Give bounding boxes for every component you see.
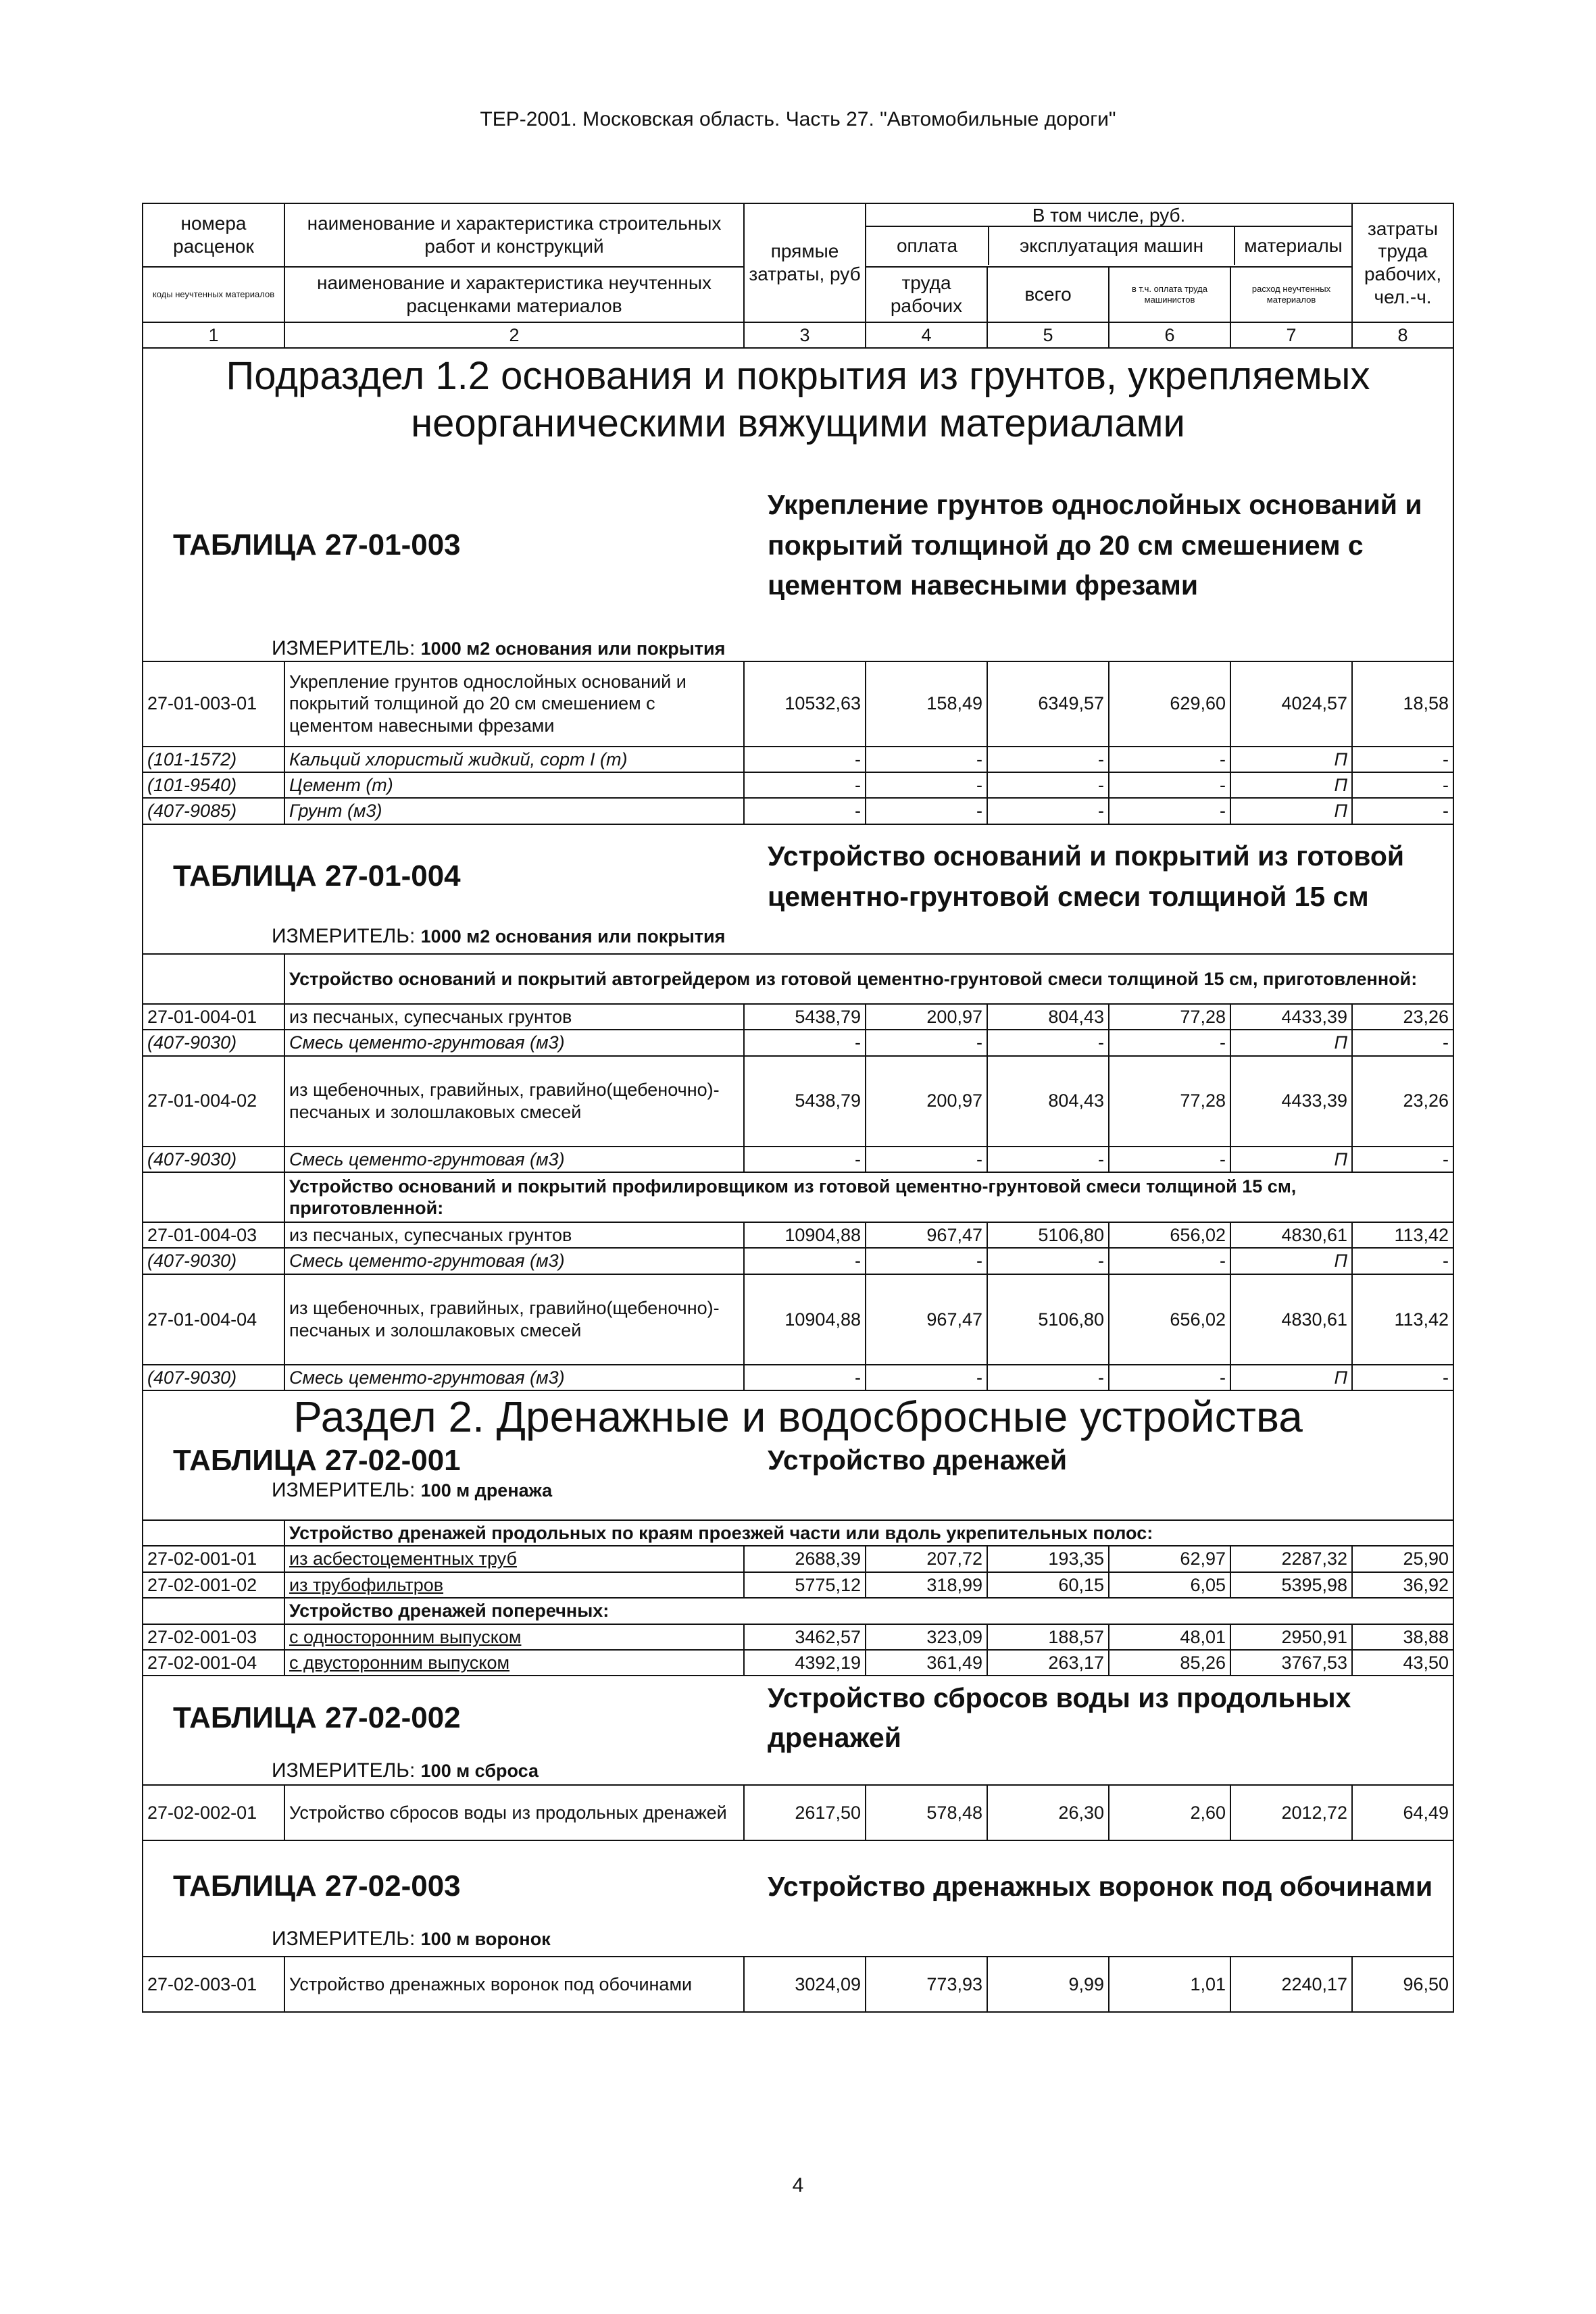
subheading-row: [143, 1172, 1453, 1222]
material-name: Смесь цементо-грунтовая (м3): [284, 1030, 744, 1055]
machines-cell: -: [987, 1147, 1109, 1172]
materials-cell: 4433,39: [1230, 1004, 1352, 1030]
machines-cell: 60,15: [987, 1572, 1109, 1598]
subsection-title: Подраздел 1.2 основания и покрытия из грунтов, укрепляемых неорганическими вяжущими материалами: [226, 354, 1370, 445]
direct-cost-cell: 10904,88: [744, 1274, 866, 1365]
materials-cell: 3767,53: [1230, 1650, 1352, 1676]
direct-cost-cell: 5775,12: [744, 1572, 866, 1598]
row-name: из щебеночных, гравийных, гравийно(щебеночно)- песчаных и золошлаковых смесей: [284, 1274, 744, 1365]
price-table: [142, 203, 1454, 2013]
machinist-wage-cell: 62,97: [1109, 1546, 1230, 1571]
materials-cell: 4830,61: [1230, 1274, 1352, 1365]
page-header: ТЕР-2001. Московская область. Часть 27. "Автомобильные дороги": [480, 108, 1116, 130]
labor-cell: 18,58: [1352, 661, 1453, 747]
table-heading-row: [143, 1840, 1453, 1957]
machines-cell: 804,43: [987, 1056, 1109, 1147]
row-code: 27-02-003-01: [143, 1957, 284, 2012]
wage-cell: -: [866, 1147, 987, 1172]
material-row: [143, 1365, 1453, 1390]
meter-value: 100 м воронок: [420, 1929, 551, 1950]
col-material-usage-header: расход неучтенных материалов: [1230, 267, 1352, 322]
wage-cell: 361,49: [866, 1650, 987, 1676]
wage-cell: 773,93: [866, 1957, 987, 2012]
header-row-1: [143, 203, 1453, 267]
col-machinist-wage-header: в т.ч. оплата труда машинистов: [1109, 267, 1230, 322]
col-number: 3: [744, 322, 866, 348]
machinist-wage-cell: 48,01: [1109, 1624, 1230, 1650]
machinist-wage-cell: -: [1109, 1030, 1230, 1055]
row-name: из трубофильтров: [284, 1572, 744, 1598]
wage-cell: -: [866, 1248, 987, 1274]
direct-cost-cell: -: [744, 1248, 866, 1274]
col-group-header: [866, 203, 1352, 267]
row-code: 27-01-004-04: [143, 1274, 284, 1365]
table-code: ТАБЛИЦА 27-01-004: [173, 859, 461, 893]
col-number: 7: [1230, 322, 1352, 348]
material-code: (407-9030): [143, 1365, 284, 1390]
direct-cost-cell: -: [744, 1030, 866, 1055]
machines-cell: 263,17: [987, 1650, 1109, 1676]
materials-cell: 2287,32: [1230, 1546, 1352, 1571]
meter-label: ИЗМЕРИТЕЛЬ:: [272, 1759, 416, 1782]
section-title: Раздел 2. Дренажные и водосбросные устройства: [293, 1392, 1303, 1442]
direct-cost-cell: 5438,79: [744, 1056, 866, 1147]
machines-cell: 193,35: [987, 1546, 1109, 1571]
row-name: с двусторонним выпуском: [284, 1650, 744, 1676]
meter-label: ИЗМЕРИТЕЛЬ:: [272, 636, 416, 659]
materials-cell: П: [1230, 772, 1352, 798]
col-number: 2: [284, 322, 744, 348]
col-number: 6: [1109, 322, 1230, 348]
material-code: (407-9030): [143, 1248, 284, 1274]
col-machines-label: эксплуатация машин: [989, 227, 1235, 265]
subheading: Устройство оснований и покрытий автогрейдером из готовой цементно-грунтовой смеси толщиной 15 см, приготовленной:: [284, 954, 1453, 1004]
table-row: [143, 1056, 1453, 1147]
material-name: Смесь цементо-грунтовая (м3): [284, 1248, 744, 1274]
machinist-wage-cell: 1,01: [1109, 1957, 1230, 2012]
table-row: [143, 1274, 1453, 1365]
machinist-wage-cell: 85,26: [1109, 1650, 1230, 1676]
table-code: ТАБЛИЦА 27-02-001: [173, 1443, 461, 1477]
material-code: (407-9030): [143, 1030, 284, 1055]
table-code: ТАБЛИЦА 27-01-003: [173, 528, 461, 562]
row-name: из асбестоцементных труб: [284, 1546, 744, 1571]
wage-cell: 323,09: [866, 1624, 987, 1650]
machinist-wage-cell: 656,02: [1109, 1274, 1230, 1365]
direct-cost-cell: 4392,19: [744, 1650, 866, 1676]
page-number: 4: [792, 2174, 804, 2196]
subheading-row: [143, 1598, 1453, 1624]
direct-cost-cell: -: [744, 747, 866, 772]
col-name-header: наименование и характеристика строительных работ и конструкций: [284, 203, 744, 267]
meter-label: ИЗМЕРИТЕЛЬ:: [272, 1928, 416, 1951]
column-numbers-row: [143, 322, 1453, 348]
direct-cost-cell: -: [744, 772, 866, 798]
material-name: Цемент (т): [284, 772, 744, 798]
direct-cost-cell: 2688,39: [744, 1546, 866, 1571]
machines-cell: 5106,80: [987, 1274, 1109, 1365]
labor-cell: -: [1352, 1147, 1453, 1172]
labor-cell: 43,50: [1352, 1650, 1453, 1676]
wage-cell: 207,72: [866, 1546, 987, 1571]
material-row: [143, 1248, 1453, 1274]
row-name: с односторонним выпуском: [284, 1624, 744, 1650]
col-number: 5: [987, 322, 1109, 348]
row-code: 27-02-001-03: [143, 1624, 284, 1650]
direct-cost-cell: 3462,57: [744, 1624, 866, 1650]
meter-line: [143, 636, 1453, 661]
labor-cell: 113,42: [1352, 1222, 1453, 1248]
meter-line: [143, 1478, 1453, 1503]
labor-cell: -: [1352, 1030, 1453, 1055]
subsection-row: [143, 348, 1453, 661]
table-code: ТАБЛИЦА 27-02-003: [173, 1869, 461, 1903]
row-name: Укрепление грунтов однослойных оснований и покрытий толщиной до 20 см смешением с цементом навесными фрезами: [284, 661, 744, 747]
labor-cell: -: [1352, 1248, 1453, 1274]
machines-cell: 804,43: [987, 1004, 1109, 1030]
table-code: ТАБЛИЦА 27-02-002: [173, 1701, 461, 1735]
material-code: (101-1572): [143, 747, 284, 772]
wage-cell: 578,48: [866, 1785, 987, 1840]
table-row: [143, 661, 1453, 747]
machines-cell: -: [987, 1248, 1109, 1274]
table-row: [143, 1785, 1453, 1840]
subheading: Устройство дренажей поперечных:: [284, 1598, 1453, 1624]
labor-cell: 64,49: [1352, 1785, 1453, 1840]
col-direct-cost-header: прямые затраты, руб: [744, 203, 866, 322]
machines-cell: 5106,80: [987, 1222, 1109, 1248]
table-title: Устройство дренажных воронок под обочинами: [768, 1870, 1433, 1902]
machines-cell: -: [987, 747, 1109, 772]
wage-cell: -: [866, 1030, 987, 1055]
col-code-header: номера расценок: [143, 203, 284, 267]
subheading: Устройство оснований и покрытий профилировщиком из готовой цементно-грунтовой смеси толщиной 15 см, приготовленной:: [284, 1172, 1453, 1222]
table-heading-row: [143, 824, 1453, 954]
direct-cost-cell: 2617,50: [744, 1785, 866, 1840]
material-name: Грунт (м3): [284, 798, 744, 824]
wage-cell: 200,97: [866, 1056, 987, 1147]
material-name: Смесь цементо-грунтовая (м3): [284, 1365, 744, 1390]
direct-cost-cell: 10532,63: [744, 661, 866, 747]
wage-cell: 318,99: [866, 1572, 987, 1598]
material-name: Кальций хлористый жидкий, сорт I (т): [284, 747, 744, 772]
group-label: В том числе, руб.: [866, 205, 1351, 227]
materials-cell: 4433,39: [1230, 1056, 1352, 1147]
machinist-wage-cell: 656,02: [1109, 1222, 1230, 1248]
labor-cell: 113,42: [1352, 1274, 1453, 1365]
materials-cell: П: [1230, 1365, 1352, 1390]
machinist-wage-cell: -: [1109, 747, 1230, 772]
direct-cost-cell: -: [744, 1365, 866, 1390]
meter-line: [143, 1759, 1453, 1783]
machines-cell: 26,30: [987, 1785, 1109, 1840]
col-materials-label: материалы: [1244, 235, 1343, 256]
machinist-wage-cell: -: [1109, 772, 1230, 798]
col-machines-total-header: всего: [987, 267, 1109, 322]
row-name: Устройство дренажных воронок под обочинами: [284, 1957, 744, 2012]
materials-cell: 2240,17: [1230, 1957, 1352, 2012]
direct-cost-cell: -: [744, 798, 866, 824]
wage-cell: 967,47: [866, 1222, 987, 1248]
machinist-wage-cell: -: [1109, 1248, 1230, 1274]
materials-cell: 5395,98: [1230, 1572, 1352, 1598]
machinist-wage-cell: -: [1109, 798, 1230, 824]
row-code: 27-01-004-01: [143, 1004, 284, 1030]
direct-cost-cell: 3024,09: [744, 1957, 866, 2012]
table-title: Устройство сбросов воды из продольных дренажей: [768, 1682, 1351, 1754]
row-code: 27-02-001-04: [143, 1650, 284, 1676]
col-material-name-header: наименование и характеристика неучтенных расценками материалов: [284, 267, 744, 322]
table-title: Укрепление грунтов однослойных оснований и покрытий толщиной до 20 см смешением с цементом навесными фрезами: [768, 489, 1422, 601]
labor-cell: -: [1352, 798, 1453, 824]
meter-line: [143, 924, 1453, 949]
machinist-wage-cell: -: [1109, 1147, 1230, 1172]
labor-cell: 25,90: [1352, 1546, 1453, 1571]
materials-cell: 2012,72: [1230, 1785, 1352, 1840]
row-code: 27-02-001-01: [143, 1546, 284, 1571]
row-name: Устройство сбросов воды из продольных дренажей: [284, 1785, 744, 1840]
row-code: 27-02-001-02: [143, 1572, 284, 1598]
machinist-wage-cell: 6,05: [1109, 1572, 1230, 1598]
machines-cell: 188,57: [987, 1624, 1109, 1650]
meter-line: [143, 1927, 1453, 1951]
subheading-row: [143, 1520, 1453, 1546]
subheading: Устройство дренажей продольных по краям проезжей части или вдоль укрепительных полос:: [284, 1520, 1453, 1546]
table-row: [143, 1004, 1453, 1030]
materials-cell: 4830,61: [1230, 1222, 1352, 1248]
machines-cell: -: [987, 772, 1109, 798]
material-code: (407-9085): [143, 798, 284, 824]
col-number: 8: [1352, 322, 1453, 348]
machinist-wage-cell: 2,60: [1109, 1785, 1230, 1840]
material-code: (101-9540): [143, 772, 284, 798]
col-labor-header: затраты труда рабочих, чел.-ч.: [1352, 203, 1453, 322]
direct-cost-cell: -: [744, 1147, 866, 1172]
material-code: (407-9030): [143, 1147, 284, 1172]
machines-cell: -: [987, 1030, 1109, 1055]
table-row: [143, 1572, 1453, 1598]
row-name: из песчаных, супесчаных грунтов: [284, 1222, 744, 1248]
material-row: [143, 1147, 1453, 1172]
subheading-row: [143, 954, 1453, 1004]
machines-cell: 6349,57: [987, 661, 1109, 747]
labor-cell: -: [1352, 772, 1453, 798]
meter-value: 1000 м2 основания или покрытия: [420, 638, 726, 659]
row-code: 27-01-004-02: [143, 1056, 284, 1147]
meter-value: 100 м дренажа: [420, 1480, 553, 1501]
labor-cell: -: [1352, 747, 1453, 772]
table-heading-row: [143, 1676, 1453, 1785]
wage-cell: -: [866, 747, 987, 772]
labor-cell: 23,26: [1352, 1004, 1453, 1030]
row-code: 27-02-002-01: [143, 1785, 284, 1840]
table-row: [143, 1222, 1453, 1248]
wage-cell: -: [866, 1365, 987, 1390]
labor-cell: 36,92: [1352, 1572, 1453, 1598]
machinist-wage-cell: 77,28: [1109, 1056, 1230, 1147]
col-number: 1: [143, 322, 284, 348]
table-row: [143, 1546, 1453, 1571]
wage-cell: 967,47: [866, 1274, 987, 1365]
materials-cell: П: [1230, 747, 1352, 772]
material-row: [143, 1030, 1453, 1055]
table-row: [143, 1624, 1453, 1650]
material-row: [143, 772, 1453, 798]
row-name: из песчаных, супесчаных грунтов: [284, 1004, 744, 1030]
table-row: [143, 1650, 1453, 1676]
section-row: [143, 1390, 1453, 1520]
material-row: [143, 798, 1453, 824]
materials-cell: П: [1230, 1248, 1352, 1274]
materials-cell: 4024,57: [1230, 661, 1352, 747]
materials-cell: П: [1230, 1030, 1352, 1055]
meter-value: 100 м сброса: [420, 1761, 539, 1782]
row-code: 27-01-004-03: [143, 1222, 284, 1248]
col-wage-header: труда рабочих: [866, 267, 987, 322]
machines-cell: 9,99: [987, 1957, 1109, 2012]
wage-cell: 158,49: [866, 661, 987, 747]
labor-cell: 96,50: [1352, 1957, 1453, 2012]
table-title: Устройство оснований и покрытий из готовой цементно-грунтовой смеси толщиной 15 см: [768, 840, 1405, 912]
materials-cell: 2950,91: [1230, 1624, 1352, 1650]
table-row: [143, 1957, 1453, 2012]
machinist-wage-cell: -: [1109, 1365, 1230, 1390]
machines-cell: -: [987, 1365, 1109, 1390]
labor-cell: 38,88: [1352, 1624, 1453, 1650]
wage-cell: -: [866, 798, 987, 824]
meter-label: ИЗМЕРИТЕЛЬ:: [272, 924, 416, 947]
col-number: 4: [866, 322, 987, 348]
meter-label: ИЗМЕРИТЕЛЬ:: [272, 1478, 416, 1501]
materials-cell: П: [1230, 1147, 1352, 1172]
labor-cell: 23,26: [1352, 1056, 1453, 1147]
direct-cost-cell: 10904,88: [744, 1222, 866, 1248]
wage-cell: 200,97: [866, 1004, 987, 1030]
table-title: Устройство дренажей: [768, 1444, 1068, 1476]
direct-cost-cell: 5438,79: [744, 1004, 866, 1030]
material-name: Смесь цементо-грунтовая (м3): [284, 1147, 744, 1172]
col-material-code-header: коды неучтенных материалов: [143, 267, 284, 322]
col-wage-label: оплата: [866, 227, 989, 265]
labor-cell: -: [1352, 1365, 1453, 1390]
wage-cell: -: [866, 772, 987, 798]
machinist-wage-cell: 629,60: [1109, 661, 1230, 747]
machinist-wage-cell: 77,28: [1109, 1004, 1230, 1030]
materials-cell: П: [1230, 798, 1352, 824]
row-code: 27-01-003-01: [143, 661, 284, 747]
row-name: из щебеночных, гравийных, гравийно(щебеночно)- песчаных и золошлаковых смесей: [284, 1056, 744, 1147]
machines-cell: -: [987, 798, 1109, 824]
meter-value: 1000 м2 основания или покрытия: [420, 926, 726, 947]
material-row: [143, 747, 1453, 772]
